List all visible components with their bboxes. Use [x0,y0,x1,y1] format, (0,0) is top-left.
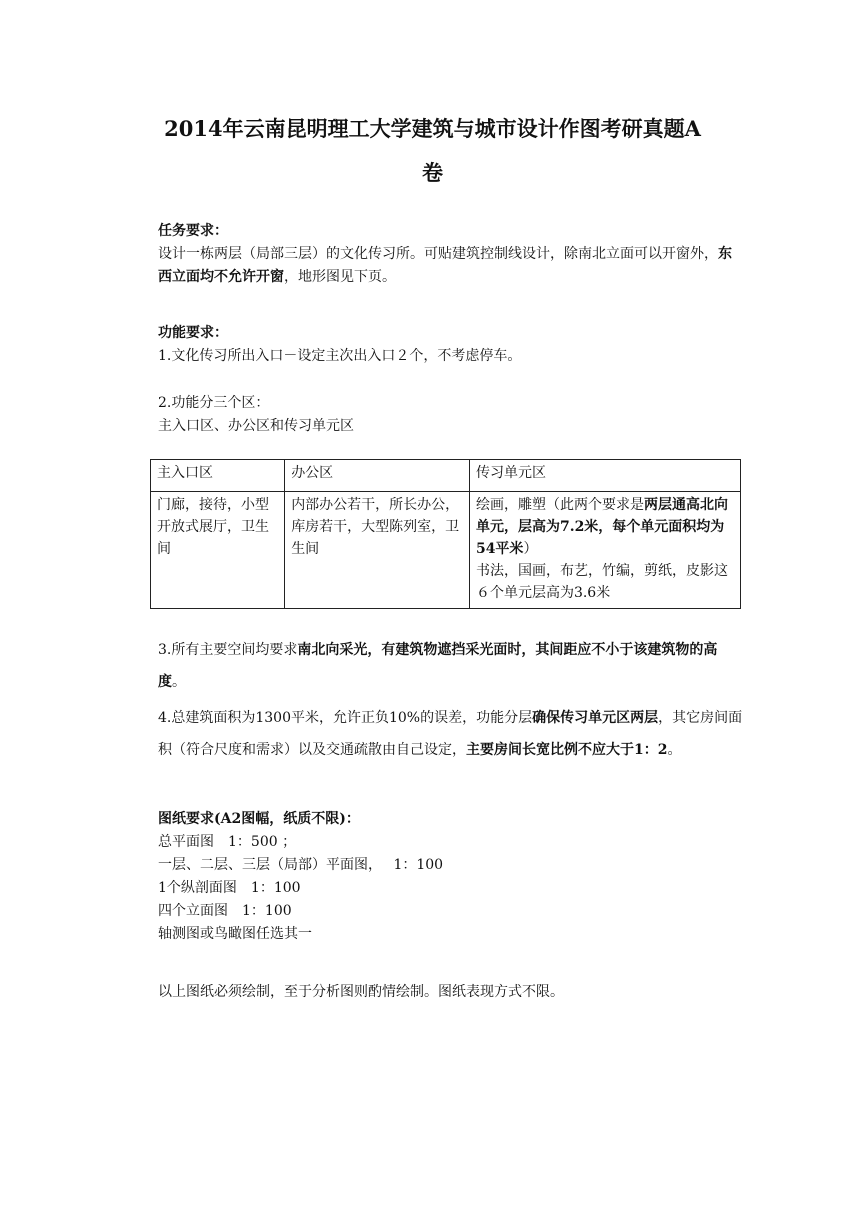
function-item2-text: 主入口区、办公区和传习单元区 [158,418,354,434]
function-item2-title: 2.功能分三个区： [158,395,270,411]
item4-text-c: 。 [667,742,682,758]
item3-text-b: 。 [172,674,186,690]
units-text-bold: 两层通高北向单元，层高为7.2米，每个单元面积均为54平米 [475,497,728,557]
drawings-item: 总平面图 1：500 ； [158,834,297,850]
units-text-line2: 书法，国画，布艺，竹编，剪纸，皮影这６个单元层高为3.6米 [475,563,728,601]
units-text-b: ） [523,541,538,557]
table-header-units: 传习单元区 [469,460,740,492]
function-item2 [158,392,743,438]
task-section [158,220,743,289]
task-text-a: 设计一栋两层（局部三层）的文化传习所。可贴建筑控制线设计，除南北立面可以开窗外， [158,246,718,262]
table-cell-office: 内部办公若干，所长办公，库房若干，大型陈列室，卫生间 [285,492,470,609]
task-text-b: ，地形图见下页。 [284,269,396,285]
document-title-line1: 2014年云南昆明理工大学建筑与城市设计作图考研真题A [164,116,701,141]
table-header-office: 办公区 [285,460,470,492]
table-header-entrance: 主入口区 [151,460,285,492]
drawings-section [158,808,743,946]
document-title-line2: 卷 [422,160,443,185]
item4-text-a: 4.总建筑面积为1300平米，允许正负10%的误差，功能分层 [158,710,533,726]
units-text-a: 绘画，雕塑（此两个要求是 [475,497,644,513]
item4-text-bold2: 主要房间长宽比例不应大于1：2 [466,742,668,758]
requirement-item4 [158,702,743,766]
task-text [158,243,743,289]
function-item1: 1.文化传习所出入口－设定主次出入口２个，不考虑停车。 [158,348,522,364]
table-row [151,492,741,609]
drawings-item: 轴测图或鸟瞰图任选其一 [158,926,312,942]
drawings-note: 以上图纸必须绘制，至于分析图则酌情绘制。图纸表现方式不限。 [158,984,564,1000]
table-cell-entrance: 门廊，接待，小型开放式展厅，卫生间 [151,492,285,609]
task-text-bold: 东西立面均不允许开窗 [158,246,732,285]
requirement-item3 [158,634,743,698]
table-header-row [151,460,741,492]
task-heading: 任务要求： [158,223,228,239]
function-section [158,322,743,368]
item4-text-bold1: 确保传习单元区两层 [532,710,659,726]
drawings-heading: 图纸要求(A2图幅，纸质不限)： [158,811,360,827]
drawings-item: 1个纵剖面图 1：100 [158,880,301,896]
drawings-item: 四个立面图 1：100 [158,903,292,919]
item3-text-a: 3.所有主要空间均要求 [158,642,298,658]
function-table [150,459,741,609]
item4-text-b: ，其它房间面积（符合尺度和需求）以及交通疏散由自己设定， [158,710,743,758]
item3-text-bold: 南北向采光，有建筑物遮挡采光面时，其间距应不小于该建筑物的高度 [158,642,718,690]
function-heading: 功能要求： [158,325,228,341]
table-cell-units [469,492,740,609]
drawings-item: 一层、二层、三层（局部）平面图， 1：100 [158,857,444,873]
